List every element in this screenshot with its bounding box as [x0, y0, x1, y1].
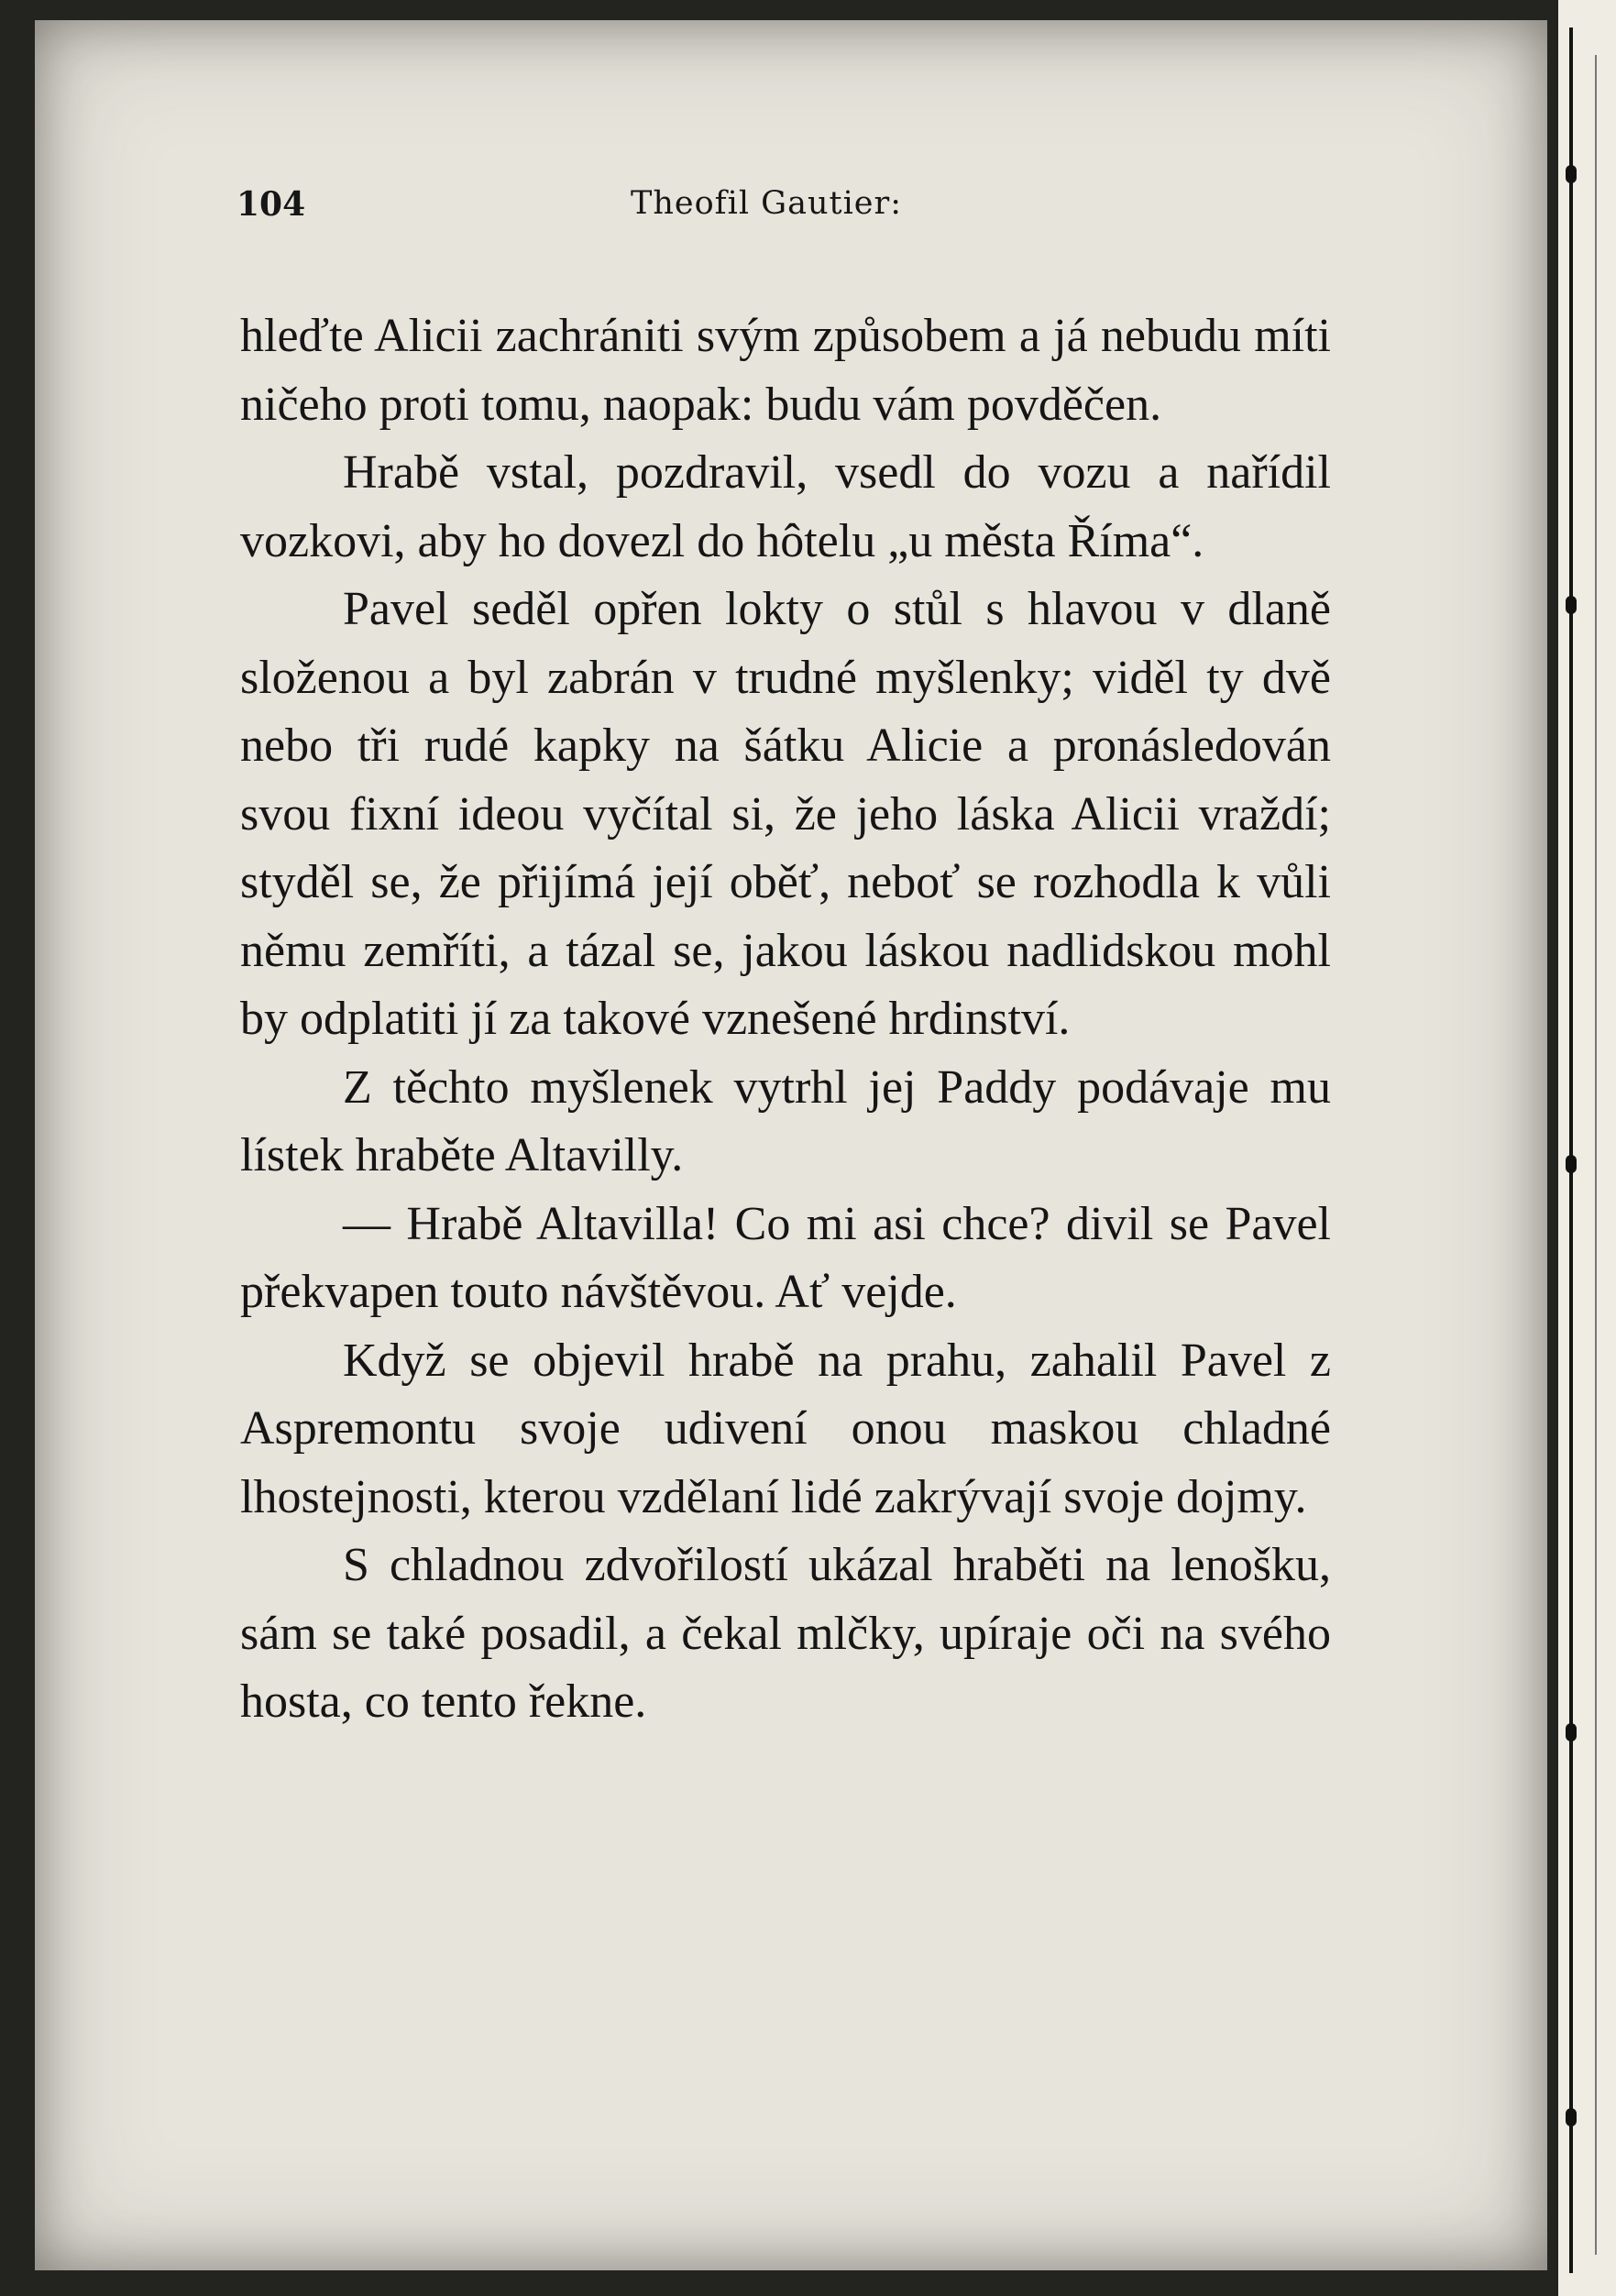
binding-line: [1569, 27, 1573, 2273]
binding-line-thin: [1595, 55, 1597, 2255]
page-number: 104: [236, 185, 306, 224]
binding-mark: [1566, 596, 1577, 614]
paragraph: Hrabě vstal, pozdravil, vsedl do vozu a nařídil vozkovi, aby ho dovezl do hôtelu „u města Říma“.: [240, 446, 1331, 567]
paragraph: hleďte Alicii zachrániti svým způsobem a já nebudu míti ničeho proti tomu, naopak: budu vám povděčen.: [240, 310, 1331, 431]
paragraph: Když se objevil hrabě na prahu, zahalil Pavel z Aspremontu svoje udivení onou maskou chladné lhostejnosti, kterou vzdělaní lidé zakrývají svoje dojmy.: [240, 1334, 1331, 1523]
binding-mark: [1566, 2108, 1577, 2126]
binding-mark: [1566, 1155, 1577, 1173]
paragraph: — Hrabě Altavilla! Co mi asi chce? divil se Pavel překvapen touto návštěvou. Ať vejde.: [240, 1197, 1331, 1318]
binding-mark: [1566, 1723, 1577, 1741]
paragraph: Pavel seděl opřen lokty o stůl s hlavou v dlaně složenou a byl zabrán v trudné myšlenky; viděl ty dvě nebo tři rudé kapky na šátku Alicie a pronásledován svou fixní ideou vyčítal si, že jeho láska Alicii vraždí; styděl se, že přijímá její oběť, neboť se rozhodla k vůli němu zemříti, a tázal se, jakou láskou nadlidskou mohl by odplatiti jí za takové vznešené hrdinství.: [240, 583, 1331, 1045]
page-edge: [1558, 0, 1616, 2296]
paragraph: Z těchto myšlenek vytrhl jej Paddy podávaje mu lístek hraběte Altavilly.: [240, 1060, 1331, 1181]
running-head: Theofil Gautier:: [631, 185, 902, 222]
page-header: [236, 185, 933, 231]
body-text: [240, 302, 1331, 1737]
paragraph: S chladnou zdvořilostí ukázal hraběti na lenošku, sám se také posadil, a čekal mlčky, upíraje oči na svého hosta, co tento řekne.: [240, 1539, 1331, 1728]
binding-mark: [1566, 165, 1577, 183]
